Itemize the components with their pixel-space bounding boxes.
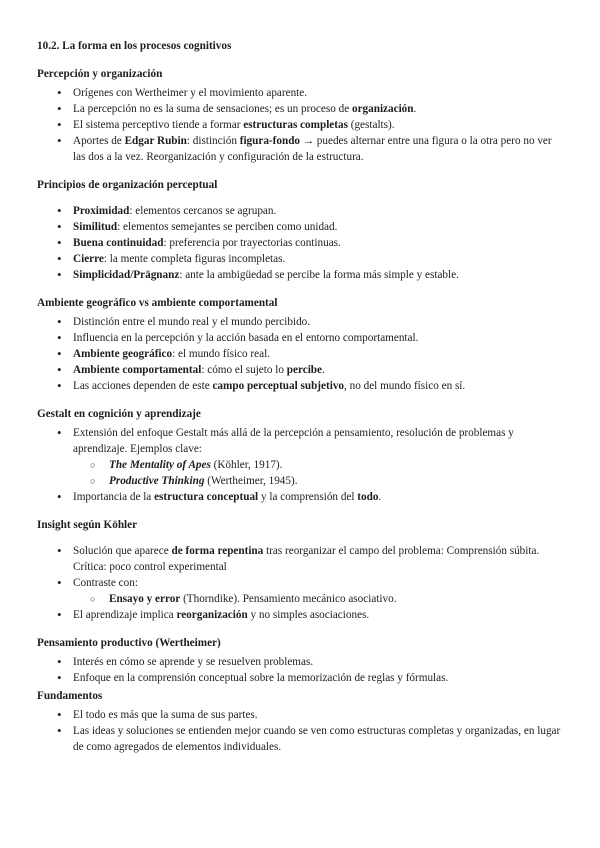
item-text: . [378, 491, 382, 503]
item-text: . [413, 103, 417, 115]
bullet-list [37, 203, 600, 283]
spacer [37, 536, 600, 543]
section-heading: Principios de organización perceptual [37, 179, 218, 191]
item-text: → puedes alternar entre una figura o la otra pero no ver las dos a la vez. Reorganización y configuración de la estructura. [73, 135, 552, 163]
spacer [37, 196, 600, 203]
item-text: Las ideas y soluciones se entienden mejor cuando se ven como estructuras completas y organizadas, en lugar de como agregados de elementos individuales. [73, 725, 561, 753]
bullet-list [37, 607, 600, 623]
bold-term: organización [351, 103, 414, 115]
section-pensamiento [37, 635, 600, 686]
bold-term: Similitud [73, 221, 118, 233]
list-item [37, 543, 600, 575]
item-text: : elementos semejantes se perciben como unidad. [117, 221, 338, 233]
bold-term: percibe [286, 364, 322, 376]
list-item [37, 575, 600, 591]
item-text: Contraste con: [73, 577, 138, 589]
bold-term: reorganización [176, 609, 248, 621]
item-text: (Wertheimer, 1945). [204, 475, 298, 487]
bold-term: Ambiente comportamental [73, 364, 202, 376]
item-text: : preferencia por trayectorias continuas. [163, 237, 341, 249]
item-text: Las acciones dependen de este [73, 380, 213, 392]
list-item [37, 670, 600, 686]
item-text: : ante la ambigüedad se percibe la forma más simple y estable. [179, 269, 459, 281]
bold-term: Edgar Rubin [124, 135, 187, 147]
book-title: The Mentality of Apes [109, 459, 211, 471]
sub-list-item [37, 473, 600, 489]
sub-list-item [37, 591, 600, 607]
item-text: : distinción [186, 135, 240, 147]
bullet-list [37, 314, 600, 394]
bold-term: Ensayo y error [109, 593, 181, 605]
item-text: El aprendizaje implica [73, 609, 177, 621]
section-percepcion [37, 66, 600, 165]
list-item [37, 85, 600, 101]
item-text: : cómo el sujeto lo [201, 364, 287, 376]
item-text: , no del mundo físico en sí. [344, 380, 466, 392]
bold-term: Buena continuidad [73, 237, 164, 249]
list-item [37, 489, 600, 505]
item-text: Aportes de [73, 135, 125, 147]
item-text: (Köhler, 1917). [210, 459, 283, 471]
list-item [37, 133, 600, 165]
item-text: (gestalts). [347, 119, 395, 131]
section-heading: Percepción y organización [37, 68, 163, 80]
list-item [37, 607, 600, 623]
list-item [37, 346, 600, 362]
item-text: El sistema perceptivo tiende a formar [73, 119, 244, 131]
list-item [37, 707, 600, 723]
item-text: Distinción entre el mundo real y el mundo percibido. [73, 316, 311, 328]
bold-term: de forma repentina [171, 545, 264, 557]
section-ambiente [37, 295, 600, 394]
section-insight [37, 517, 600, 623]
item-text: Importancia de la [73, 491, 155, 503]
list-item [37, 378, 600, 394]
page-title: 10.2. La forma en los procesos cognitivos [37, 40, 232, 52]
sub-list [37, 457, 600, 489]
item-text: tras reorganizar el campo del problema: Comprensión súbita. Crítica: poco control experimental [73, 545, 540, 573]
section-gestalt [37, 406, 600, 505]
sub-list [37, 591, 600, 607]
bullet-list [37, 85, 600, 165]
list-item [37, 219, 600, 235]
list-item [37, 362, 600, 378]
section-heading: Insight según Köhler [37, 519, 138, 531]
list-item [37, 117, 600, 133]
bold-term: estructura conceptual [154, 491, 259, 503]
item-text: (Thorndike). Pensamiento mecánico asociativo. [180, 593, 397, 605]
bold-term: Simplicidad/Prägnanz [73, 269, 180, 281]
book-title: Productive Thinking [109, 475, 205, 487]
list-item [37, 235, 600, 251]
item-text: : la mente completa figuras incompletas. [103, 253, 286, 265]
section-heading: Fundamentos [37, 690, 103, 702]
bold-term: estructuras completas [243, 119, 348, 131]
bold-term: Proximidad [73, 205, 130, 217]
bullet-list [37, 707, 600, 755]
item-text: La percepción no es la suma de sensaciones; es un proceso de [73, 103, 352, 115]
list-item [37, 101, 600, 117]
item-text: y no simples asociaciones. [247, 609, 370, 621]
item-text: El todo es más que la suma de sus partes. [73, 709, 258, 721]
list-item [37, 314, 600, 330]
section-fundamentos [37, 688, 600, 755]
item-text: y la comprensión del [258, 491, 358, 503]
list-item [37, 654, 600, 670]
list-item [37, 203, 600, 219]
bold-term: Ambiente geográfico [73, 348, 173, 360]
section-heading: Gestalt en cognición y aprendizaje [37, 408, 201, 420]
section-principios [37, 177, 600, 283]
bold-term: Cierre [73, 253, 104, 265]
item-text: Influencia en la percepción y la acción basada en el entorno comportamental. [73, 332, 419, 344]
item-text: Enfoque en la comprensión conceptual sobre la memorización de reglas y fórmulas. [73, 672, 449, 684]
sub-list-item [37, 457, 600, 473]
item-text: Solución que aparece [73, 545, 172, 557]
item-text: : el mundo físico real. [172, 348, 270, 360]
item-text: Orígenes con Wertheimer y el movimiento aparente. [73, 87, 308, 99]
bold-term: campo perceptual subjetivo [212, 380, 345, 392]
item-text: : elementos cercanos se agrupan. [129, 205, 277, 217]
list-item [37, 425, 600, 457]
list-item [37, 251, 600, 267]
list-item [37, 723, 600, 755]
bold-term: todo [357, 491, 379, 503]
section-heading: Ambiente geográfico vs ambiente comportamental [37, 297, 278, 309]
section-heading: Pensamiento productivo (Wertheimer) [37, 637, 221, 649]
bullet-list [37, 489, 600, 505]
item-text: Interés en cómo se aprende y se resuelven problemas. [73, 656, 314, 668]
list-item [37, 330, 600, 346]
item-text: Extensión del enfoque Gestalt más allá de la percepción a pensamiento, resolución de problemas y aprendizaje. Ejemplos clave: [73, 427, 514, 455]
bullet-list [37, 425, 600, 457]
bold-term: figura-fondo [239, 135, 301, 147]
bullet-list [37, 654, 600, 686]
list-item [37, 267, 600, 283]
bullet-list [37, 543, 600, 591]
item-text: . [322, 364, 325, 376]
